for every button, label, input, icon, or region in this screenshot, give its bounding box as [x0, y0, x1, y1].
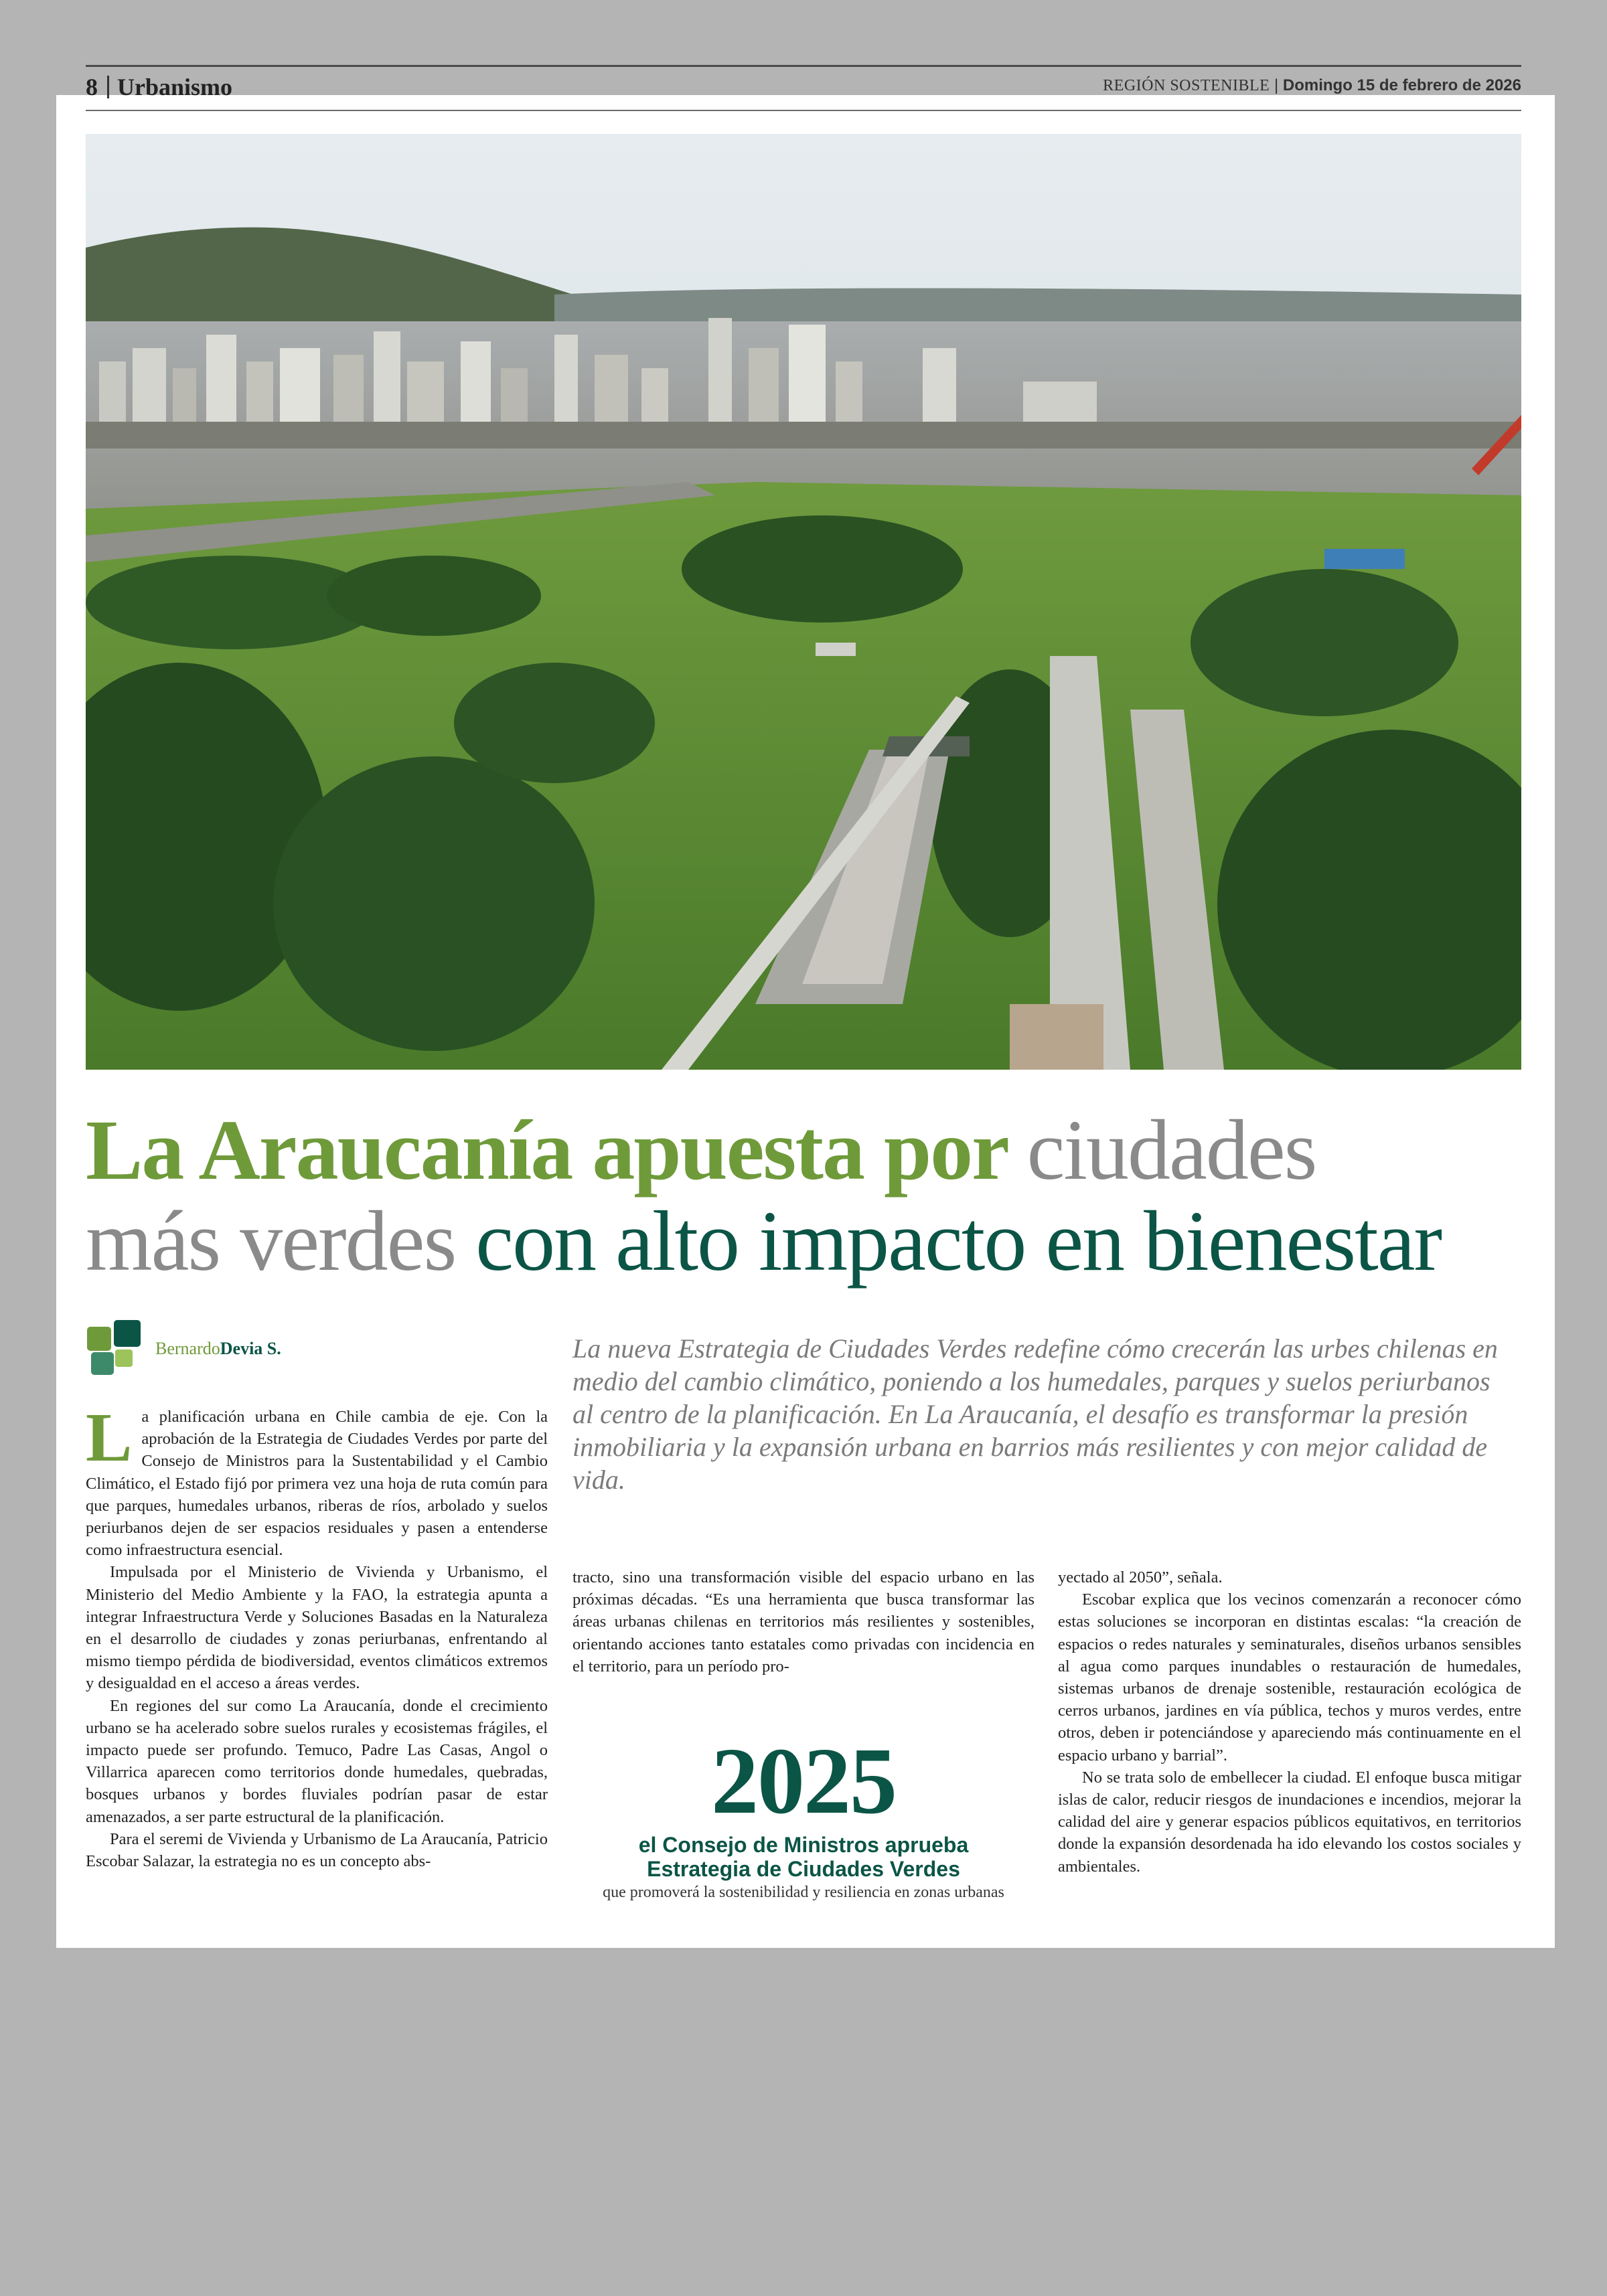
publication-name: REGIÓN SOSTENIBLE — [1103, 77, 1270, 94]
publication-date: Domingo 15 de febrero de 2026 — [1282, 76, 1521, 94]
header-separator: | — [1270, 76, 1283, 94]
article-column-1 — [86, 1399, 548, 1872]
section-header — [86, 72, 232, 102]
header-divider — [107, 76, 109, 98]
paragraph-4: Para el seremi de Vivienda y Urbanismo de La Araucanía, Patricio Escobar Salazar, la estrategia no es un concepto abs- — [86, 1829, 548, 1871]
article-column-2 — [572, 1566, 1035, 1677]
headline-part-1: La Araucanía apuesta por — [86, 1102, 1027, 1198]
headline-line-1 — [86, 1104, 1521, 1196]
drop-cap: L — [86, 1399, 133, 1476]
aerial-city-park-photo — [86, 134, 1521, 1070]
paragraph-1-text: a planificación urbana en Chile cambia de eje. Con la aprobación de la Estrategia de Ciudades Verdes por parte del Consejo de Ministros para la Sustentabilidad y el Cambio Climático, el Estado fijó por primera vez una hoja de ruta común para que parques, humedales urbanos, riberas de ríos, arbolado y suelos periurbanos dejen de ser espacios residuales y pasen a entenderse como infraestructura esencial. — [86, 1408, 548, 1560]
stat-line-1: el Consejo de Ministros aprueba — [638, 1833, 969, 1857]
stat-line-3: que promoverá la sostenibilidad y resiliencia en zonas urbanas — [603, 1884, 1004, 1901]
publication-header — [1103, 76, 1521, 95]
lead-paragraph: La nueva Estrategia de Ciudades Verdes redefine cómo crecerán las urbes chilenas en medio del cambio climático, poniendo a los humedales, parques y suelos periurbanos al centro de la planificación. En La Araucanía, el desafío es transformar la presión inmobiliaria y la expansión urbana en barrios más resilientes y con mejor calidad de vida. — [572, 1333, 1498, 1495]
headline-part-3: más verdes — [86, 1194, 476, 1289]
article-column-3 — [1058, 1566, 1521, 1878]
section-title: Urbanismo — [117, 74, 233, 100]
headline-part-4: con alto impacto en bienestar — [475, 1194, 1442, 1289]
headline-part-2: ciudades — [1026, 1102, 1316, 1198]
paragraph-7: Escobar explica que los vecinos comenzarán a reconocer cómo estas soluciones se incorporan en distintas escalas: “la creación de espacios o redes naturales y seminaturales, diseños urbanos sensibles al agua como parques inundables o restauración de humedales, sistemas urbanos de drenaje sostenible, restauración ecológica de cerros urbanos, jardines en vía pública, techos y muros verdes, entre otros, deben ir potenciándose y apareciendo más continuamente en el espacio urbano y barrial”. — [1058, 1590, 1521, 1765]
paragraph-8: No se trata solo de embellecer la ciudad. El enfoque busca mitigar islas de calor, reducir riesgos de inundaciones e incendios, mejorar la calidad del aire y generar espacios públicos equitativos, en territorios donde la expansión desordenada ha ido elevando los costos sociales y ambientales. — [1058, 1768, 1521, 1876]
page-number: 8 — [86, 74, 98, 100]
paragraph-1 — [86, 1399, 548, 1561]
byline — [87, 1320, 281, 1378]
paragraph-2: Impulsada por el Ministerio de Vivienda y Urbanismo, el Ministerio del Medio Ambiente y la FAO, la estrategia apunta a integrar Infraestructura Verde y Soluciones Basadas en la Naturaleza en el desarrollo de ciudades y zonas periurbanas, enfrentando al mismo tiempo pérdida de biodiversidad, eventos climáticos extremos y desigualdad en el acceso a áreas verdes. — [86, 1563, 548, 1693]
paragraph-5: tracto, sino una transformación visible del espacio urbano en las próximas décadas. “Es una herramienta que busca transformar las áreas urbanas chilenas en territorios más resilientes y sostenibles, orientando acciones tanto estatales como privadas con incidencia en el territorio, para un período pro- — [572, 1568, 1035, 1675]
stat-callout — [572, 1728, 1035, 1902]
stat-year: 2025 — [711, 1728, 896, 1833]
green-cities-logo-icon — [87, 1320, 141, 1378]
author-last-name: Devia S. — [220, 1339, 281, 1358]
header-rule-bottom — [86, 110, 1521, 111]
paragraph-3: En regiones del sur como La Araucanía, donde el crecimiento urbano se ha acelerado sobre suelos rurales y ecosistemas frágiles, el impacto puede ser profundo. Temuco, Padre Las Casas, Angol o Villarrica aparecen como territorios donde humedales, quebradas, bosques urbanos y bordes fluviales podrían pasar de estar amenazados, a ser parte estructural de la planificación. — [86, 1696, 548, 1826]
header-rule-top — [86, 65, 1521, 67]
headline — [86, 1104, 1521, 1287]
stat-line-2: Estrategia de Ciudades Verdes — [647, 1857, 960, 1881]
author-first-name: Bernardo — [155, 1339, 220, 1358]
paragraph-6: yectado al 2050”, señala. — [1058, 1568, 1223, 1586]
headline-line-2 — [86, 1196, 1521, 1287]
